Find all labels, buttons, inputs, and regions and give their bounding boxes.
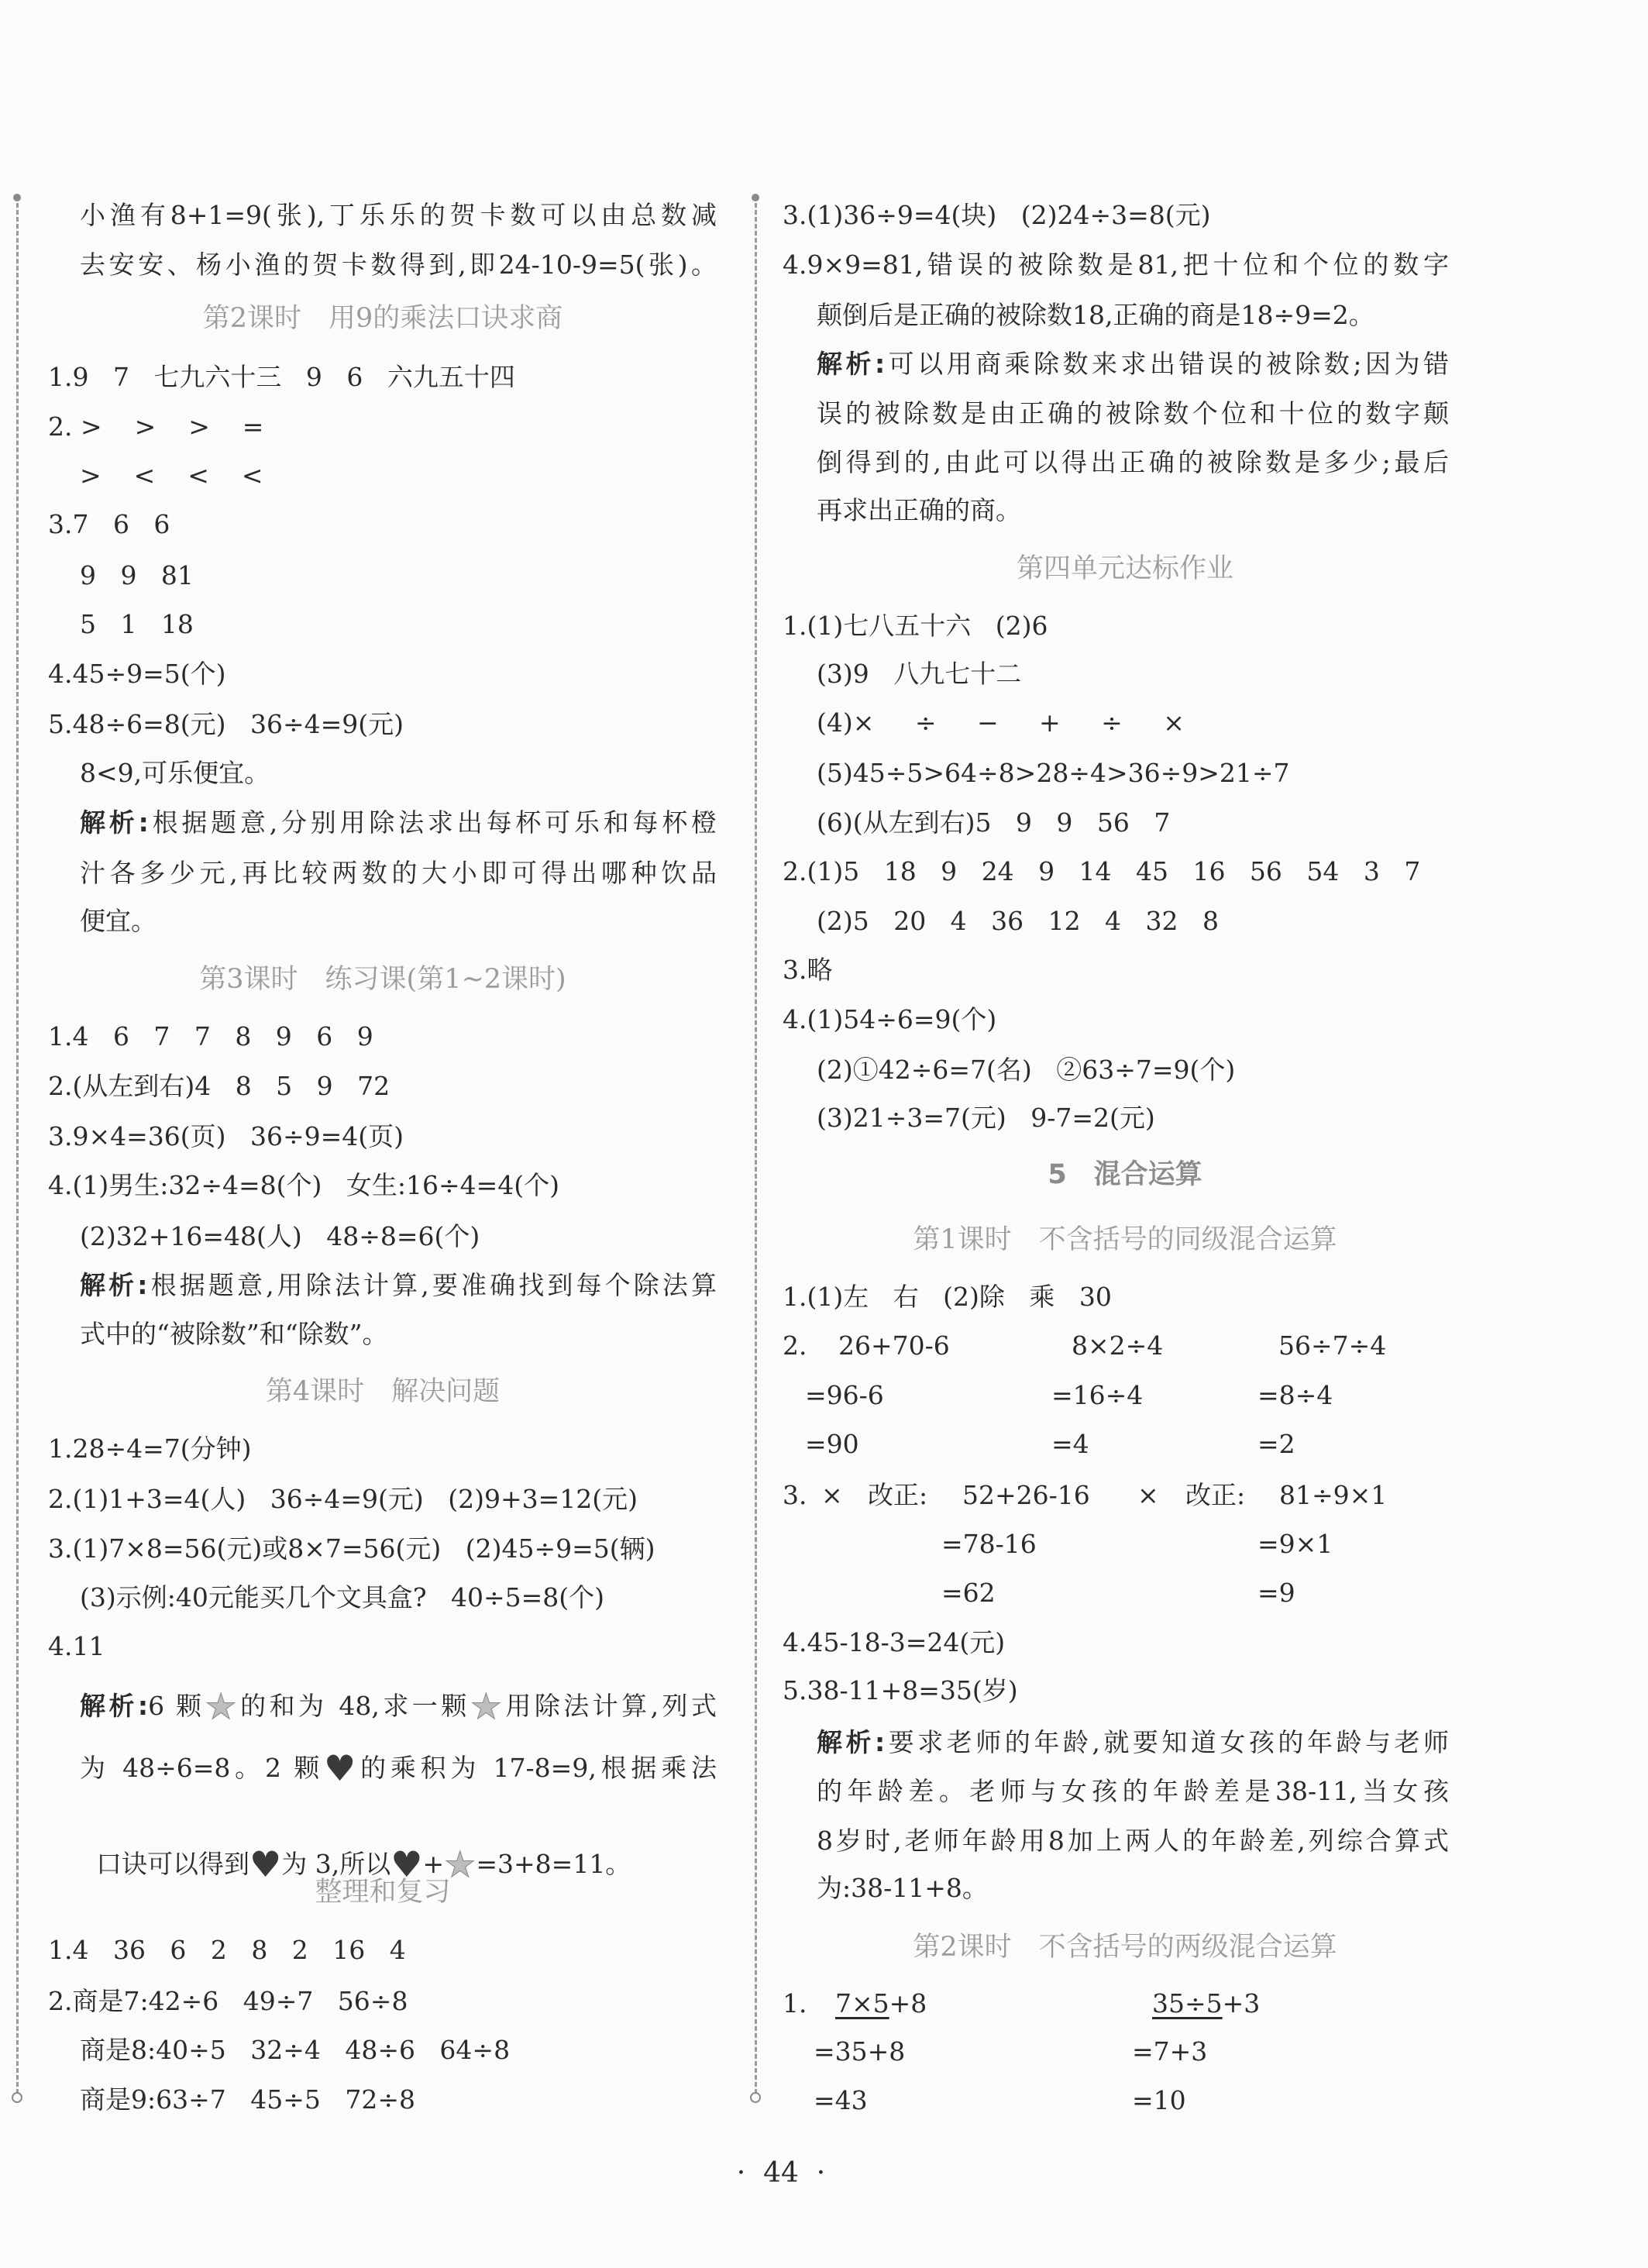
analysis-label: 解析: — [817, 349, 886, 379]
answer-line: (3)9 八九七十二 — [817, 659, 1022, 689]
wrong-mark: × — [1137, 1480, 1159, 1510]
analysis-label: 解析: — [80, 1270, 148, 1300]
section-title: 第2课时 用9的乘法口诀求商 — [202, 303, 563, 334]
expression-step: =10 — [1132, 2085, 1186, 2115]
answer-line: 3.(1)36÷9=4(块) (2)24÷3=8(元) — [783, 200, 1211, 230]
answer-line: 5.38-11+8=35(岁) — [783, 1675, 1018, 1705]
expression-step: =96-6 — [805, 1380, 884, 1410]
analysis-line: 倒得到的,由此可以得出正确的被除数是多少;最后 — [817, 447, 1449, 477]
answer-line: 2.(1)1+3=4(人) 36÷4=9(元) (2)9+3=12(元) — [48, 1484, 638, 1514]
heart-icon: ♥ — [324, 1751, 356, 1785]
analysis-text: 的乘积为 17-8=9,根据乘法 — [356, 1753, 717, 1783]
analysis-text: 根据题意,分别用除法求出每杯可乐和每杯橙 — [148, 807, 717, 838]
answer-line: 1.4 6 7 7 8 9 6 9 — [48, 1021, 373, 1051]
expression: 52+26-16 — [962, 1480, 1090, 1510]
analysis-line: 便宜。 — [80, 906, 157, 936]
center-dashed-line — [755, 203, 757, 2094]
center-bottom-ring — [750, 2092, 761, 2103]
expression-step: =8÷4 — [1258, 1380, 1333, 1410]
analysis-text: 为 3,所以 — [281, 1849, 391, 1879]
expression — [835, 1987, 927, 2021]
answer-line: 5 1 18 — [80, 609, 194, 639]
left-margin-top-dot — [13, 194, 21, 201]
answer-line: 8<9,可乐便宜。 — [80, 758, 270, 788]
answer-line: 4.9×9=81,错误的被除数是81,把十位和个位的数字 — [783, 250, 1449, 280]
expression-rest: +3 — [1222, 1988, 1261, 2018]
answer-line: (3)示例:40元能买几个文具盒? 40÷5=8(个) — [80, 1582, 605, 1612]
underlined-step: 35÷5 — [1152, 1988, 1223, 2018]
answer-line: 5.48÷6=8(元) 36÷4=9(元) — [48, 709, 404, 739]
answer-line: (4)× ÷ − + ÷ × — [817, 707, 1185, 738]
answer-line: 商是9:63÷7 45÷5 72÷8 — [80, 2084, 415, 2115]
answer-line: 4.11 — [48, 1631, 105, 1661]
answer-line: 3.7 6 6 — [48, 509, 170, 539]
text-line: 去安安、杨小渔的贺卡数得到,即24-10-9=5(张)。 — [80, 250, 717, 280]
analysis-line — [80, 1268, 717, 1303]
answer-line: 1.(1)左 右 (2)除 乘 30 — [783, 1282, 1112, 1312]
analysis-line — [80, 806, 717, 840]
expression-step: =90 — [805, 1429, 859, 1459]
center-top-dot — [752, 194, 759, 201]
section-title: 第四单元达标作业 — [1016, 553, 1233, 584]
analysis-text: 可以用商乘除数来求出错误的被除数;因为错 — [885, 349, 1449, 379]
expression: 26+70-6 — [838, 1330, 950, 1361]
analysis-text: =3+8=11。 — [476, 1849, 631, 1879]
unit-title: 5 混合运算 — [1048, 1159, 1202, 1190]
analysis-text: 为 48÷6=8。2 颗 — [80, 1753, 325, 1783]
answer-line: 9 9 81 — [80, 560, 194, 590]
correction-label: 改正: — [868, 1480, 928, 1510]
analysis-line: 为:38-11+8。 — [817, 1873, 988, 1903]
analysis-text: 根据题意,用除法计算,要准确找到每个除法算 — [147, 1270, 717, 1300]
expression-rest: +8 — [889, 1988, 927, 2018]
answer-line: (2)①42÷6=7(名) ②63÷7=9(个) — [817, 1055, 1236, 1085]
analysis-text: + — [422, 1849, 445, 1879]
analysis-line: 8岁时,老师年龄用8加上两人的年龄差,列综合算式 — [817, 1826, 1449, 1856]
page-number: · 44 · — [736, 2157, 826, 2189]
answer-line: 颠倒后是正确的被除数18,正确的商是18÷9=2。 — [817, 300, 1374, 330]
star-icon: ★ — [205, 1689, 237, 1723]
analysis-text: 用除法计算,列式 — [501, 1691, 717, 1721]
expression-step: =43 — [814, 2085, 868, 2115]
correction-label: 改正: — [1185, 1480, 1246, 1510]
expression-step: =16÷4 — [1051, 1380, 1144, 1410]
answer-line: 2. > > > = — [48, 411, 264, 442]
expression-step: =4 — [1051, 1429, 1089, 1459]
analysis-line: 的年龄差。老师与女孩的年龄差是38-11,当女孩 — [817, 1776, 1449, 1806]
star-icon: ★ — [444, 1843, 477, 1885]
answer-line: 1.4 36 6 2 8 2 16 4 — [48, 1935, 406, 1965]
answer-line: 3.(1)7×8=56(元)或8×7=56(元) (2)45÷9=5(辆) — [48, 1533, 655, 1564]
expression: 8×2÷4 — [1072, 1330, 1164, 1361]
answer-line: 1.9 7 七九六十三 9 6 六九五十四 — [48, 362, 515, 392]
answer-line: 2.商是7:42÷6 49÷7 56÷8 — [48, 1986, 408, 2016]
answer-line: 1.(1)七八五十六 (2)6 — [783, 611, 1048, 641]
analysis-line: 再求出正确的商。 — [817, 495, 1021, 525]
left-margin-dashed-line — [16, 203, 19, 2094]
answer-line: 3.略 — [783, 955, 833, 985]
wrong-mark: × — [821, 1480, 843, 1510]
answer-line: (3)21÷3=7(元) 9-7=2(元) — [817, 1103, 1155, 1133]
expression-step: =2 — [1258, 1429, 1295, 1459]
analysis-line: 式中的“被除数”和“除数”。 — [80, 1319, 388, 1349]
analysis-label: 解析: — [80, 807, 149, 838]
expression-step: =35+8 — [814, 2036, 906, 2067]
answer-line: 4.45÷9=5(个) — [48, 659, 226, 689]
answer-line: 4.45-18-3=24(元) — [783, 1627, 1006, 1657]
answer-line: > < < < — [80, 460, 263, 490]
analysis-label: 解析: — [80, 1691, 149, 1721]
question-number: 1. — [783, 1988, 807, 2018]
section-title: 第1课时 不含括号的同级混合运算 — [913, 1224, 1337, 1255]
text-line: 小渔有8+1=9(张),丁乐乐的贺卡数可以由总数减 — [80, 200, 717, 230]
analysis-line — [817, 1726, 1449, 1760]
analysis-label: 解析: — [817, 1727, 886, 1757]
answer-line: 2.(从左到右)4 8 5 9 72 — [48, 1071, 390, 1101]
answer-line: (2)32+16=48(人) 48÷8=6(个) — [80, 1221, 480, 1251]
expression-step: =78-16 — [941, 1529, 1037, 1559]
analysis-line — [817, 347, 1449, 381]
answer-line: (5)45÷5>64÷8>28÷4>36÷9>21÷7 — [817, 758, 1290, 788]
answer-line: 4.(1)54÷6=9(个) — [783, 1004, 997, 1034]
analysis-line — [80, 1689, 717, 1723]
expression — [1152, 1987, 1260, 2021]
answer-line: 2.(1)5 18 9 24 9 14 45 16 56 54 3 7 — [783, 856, 1421, 886]
answer-line: 1.28÷4=7(分钟) — [48, 1433, 252, 1464]
analysis-line — [80, 1751, 717, 1785]
expression: 81÷9×1 — [1279, 1480, 1388, 1510]
section-title: 整理和复习 — [315, 1877, 451, 1908]
left-margin-bottom-ring — [12, 2092, 22, 2103]
underlined-step: 7×5 — [835, 1988, 889, 2018]
answer-line: (2)5 20 4 36 12 4 32 8 — [817, 906, 1219, 936]
heart-icon: ♥ — [249, 1843, 282, 1885]
question-number: 2. — [783, 1330, 807, 1361]
answer-line: 3.9×4=36(页) 36÷9=4(页) — [48, 1121, 404, 1151]
answer-line: (6)(从左到右)5 9 9 56 7 — [817, 807, 1171, 838]
expression-step: =7+3 — [1132, 2036, 1208, 2067]
expression-step: =9×1 — [1258, 1529, 1333, 1559]
section-title: 第2课时 不含括号的两级混合运算 — [913, 1932, 1337, 1963]
expression: 56÷7÷4 — [1278, 1330, 1387, 1361]
section-title: 第3课时 练习课(第1~2课时) — [199, 964, 566, 995]
analysis-text: 6 颗 — [148, 1691, 205, 1721]
section-title: 第4课时 解决问题 — [265, 1376, 501, 1407]
analysis-line: 汁各多少元,再比较两数的大小即可得出哪种饮品 — [80, 858, 717, 888]
expression-step: =62 — [941, 1578, 996, 1608]
star-icon: ★ — [470, 1689, 502, 1723]
answer-line: 4.(1)男生:32÷4=8(个) 女生:16÷4=4(个) — [48, 1170, 559, 1200]
analysis-line — [80, 1813, 631, 1885]
question-number: 3. — [783, 1480, 807, 1510]
analysis-text: 口诀可以得到 — [95, 1849, 249, 1879]
heart-icon: ♥ — [390, 1843, 423, 1885]
expression-step: =9 — [1258, 1578, 1295, 1608]
answer-line: 商是8:40÷5 32÷4 48÷6 64÷8 — [80, 2035, 511, 2065]
analysis-text: 的和为 48,求一颗 — [236, 1691, 470, 1721]
analysis-text: 要求老师的年龄,就要知道女孩的年龄与老师 — [885, 1727, 1449, 1757]
analysis-line: 误的被除数是由正确的被除数个位和十位的数字颠 — [817, 398, 1449, 428]
